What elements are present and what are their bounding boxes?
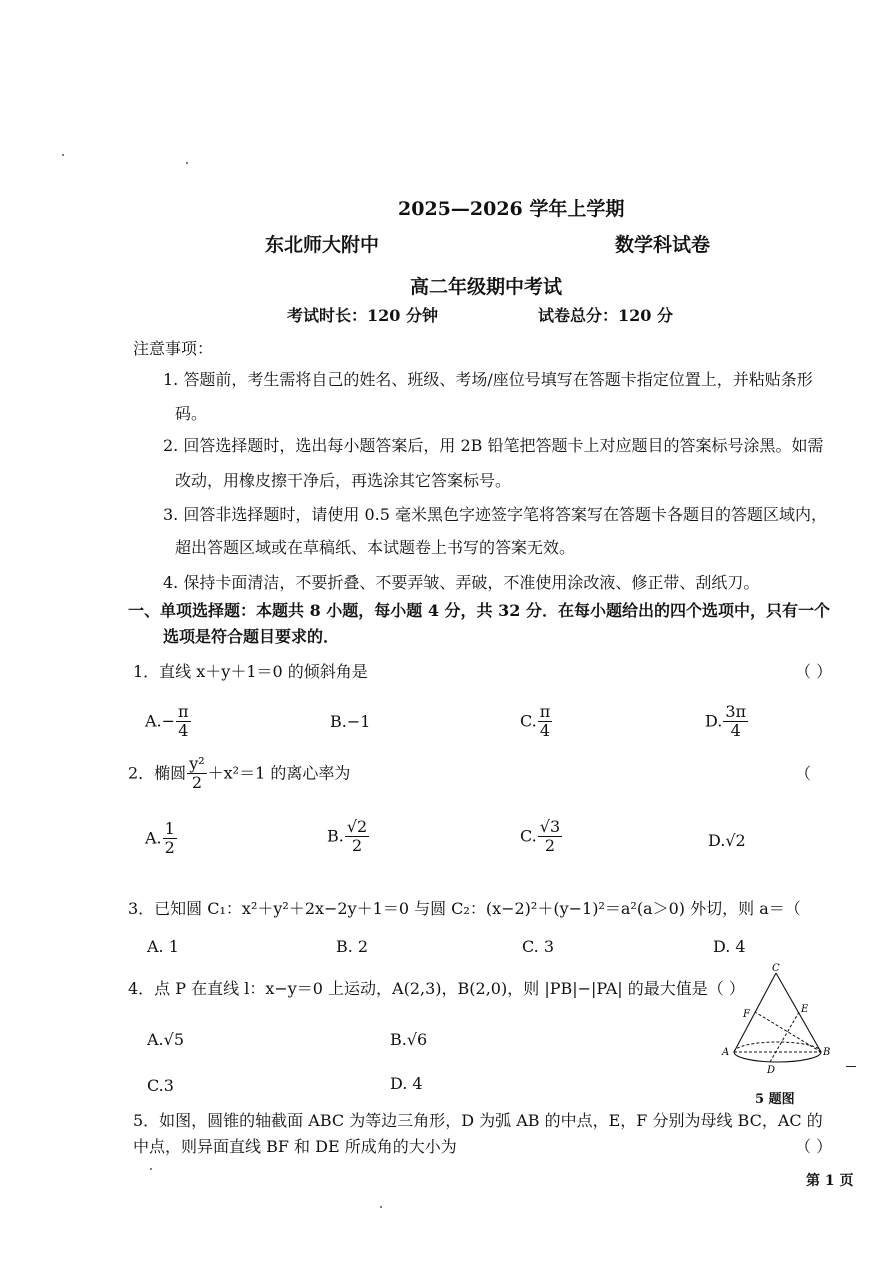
notice-item-2: 2. 回答选择题时，选出每小题答案后，用 2B 铅笔把答题卡上对应题目的答案标号涂黑。如需 [163, 436, 824, 455]
q1-option-d: D. $\frac{3\pi}{4}$ [705, 702, 747, 741]
q5-answer-bracket: （ ） [795, 1137, 833, 1156]
section1-heading: 一、单项选择题：本题共 8 小题，每小题 4 分，共 32 分．在每小题给出的四个选项中，只有一个 [128, 601, 830, 620]
scan-dash [846, 1066, 856, 1067]
scan-dot [62, 154, 64, 156]
q3-stem: 3．已知圆 C₁：x²＋y²＋2x−2y＋1＝0 与圆 C₂：(x−2)²＋(y−1)²＝a²(a＞0) 外切，则 a＝（ [128, 899, 801, 918]
q3-option-c: C. 3 [522, 937, 555, 956]
notice-item-3: 3. 回答非选择题时，请使用 0.5 毫米黑色字迹签字笔将答案写在答题卡各题目的答题区域内， [163, 505, 827, 524]
q3-option-d: D. 4 [713, 937, 746, 956]
notice-item-1: 1. 答题前，考生需将自己的姓名、班级、考场/座位号填写在答题卡指定位置上，并粘贴条形 [163, 370, 813, 389]
notice-item-3-cont: 超出答题区域或在草稿纸、本试题卷上书写的答案无效。 [175, 538, 576, 557]
label-a: A [722, 1047, 730, 1058]
q1-stem: 1．直线 x＋y＋1＝0 的倾斜角是 [133, 662, 368, 681]
q4-stem: 4．点 P 在直线 l：x−y＝0 上运动，A(2,3)，B(2,0)，则 |PB|−|PA| 的最大值是（ ） [128, 979, 745, 998]
cone-base-back-arc [734, 1042, 821, 1052]
label-d: D [767, 1065, 776, 1076]
label-f: F [743, 1009, 750, 1020]
q3-option-b: B. 2 [336, 937, 369, 956]
q1-option-b: B.−1 [330, 712, 371, 731]
exam-term: 2025—2026 学年上学期 [398, 198, 625, 220]
label-b: B [823, 1047, 831, 1058]
exam-total-score: 试卷总分：120 分 [538, 306, 673, 325]
q4-option-d: D. 4 [390, 1074, 423, 1093]
notice-item-1-cont: 码。 [175, 404, 208, 423]
cone-base-front-arc [734, 1052, 821, 1062]
notice-item-4: 4. 保持卡面清洁，不要折叠、不要弄皱、弄破，不准使用涂改液、修正带、刮纸刀。 [163, 573, 760, 592]
section1-heading-cont: 选项是符合题目要求的． [163, 627, 340, 646]
q2-stem: 2．椭圆 $\frac{\text{y²}}{2}$ ＋x²＝1 的离心率为 [128, 754, 351, 793]
q4-option-b: B.√6 [390, 1030, 428, 1049]
q2-option-b: B. $\frac{√2}{2}$ [327, 817, 368, 856]
notice-title: 注意事项： [133, 339, 214, 358]
exam-duration: 考试时长：120 分钟 [287, 306, 438, 325]
scan-dot [186, 162, 188, 164]
notice-item-2-cont: 改动，用橡皮擦干净后，再选涂其它答案标号。 [175, 471, 512, 490]
q2-answer-bracket: （ [795, 764, 812, 783]
q2-option-a: A. $\frac{1}{2}$ [145, 819, 175, 858]
q5-stem-cont: 中点，则异面直线 BF 和 DE 所成角的大小为 [133, 1137, 457, 1156]
exam-title: 高二年级期中考试 [410, 276, 563, 298]
q3-option-a: A. 1 [147, 937, 179, 956]
q1-option-a: A.− $\frac{\pi}{4}$ [145, 702, 189, 741]
page-number: 第 1 页 [806, 1173, 854, 1189]
school-name: 东北师大附中 [265, 234, 380, 256]
label-c: C [772, 963, 780, 974]
label-e: E [801, 1004, 809, 1015]
cone-figure [715, 962, 845, 1082]
q2-option-c: C. $\frac{√3}{2}$ [520, 817, 561, 856]
segment-bf [755, 1012, 821, 1052]
q2-option-d: D.√2 [708, 831, 746, 850]
scan-dot [380, 1206, 382, 1208]
q1-option-c: C. $\frac{\pi}{4}$ [520, 702, 551, 741]
figure-caption: 5 题图 [755, 1092, 795, 1107]
scan-dot [150, 1168, 152, 1170]
q4-option-c: C.3 [147, 1076, 174, 1095]
segment-de [770, 1012, 799, 1062]
q1-answer-bracket: （ ） [795, 662, 833, 681]
subject-name: 数学科试卷 [615, 234, 711, 256]
q5-stem: 5．如图，圆锥的轴截面 ABC 为等边三角形，D 为弧 AB 的中点，E，F 分别为母线 BC，AC 的 [133, 1111, 823, 1130]
q4-option-a: A.√5 [147, 1030, 185, 1049]
